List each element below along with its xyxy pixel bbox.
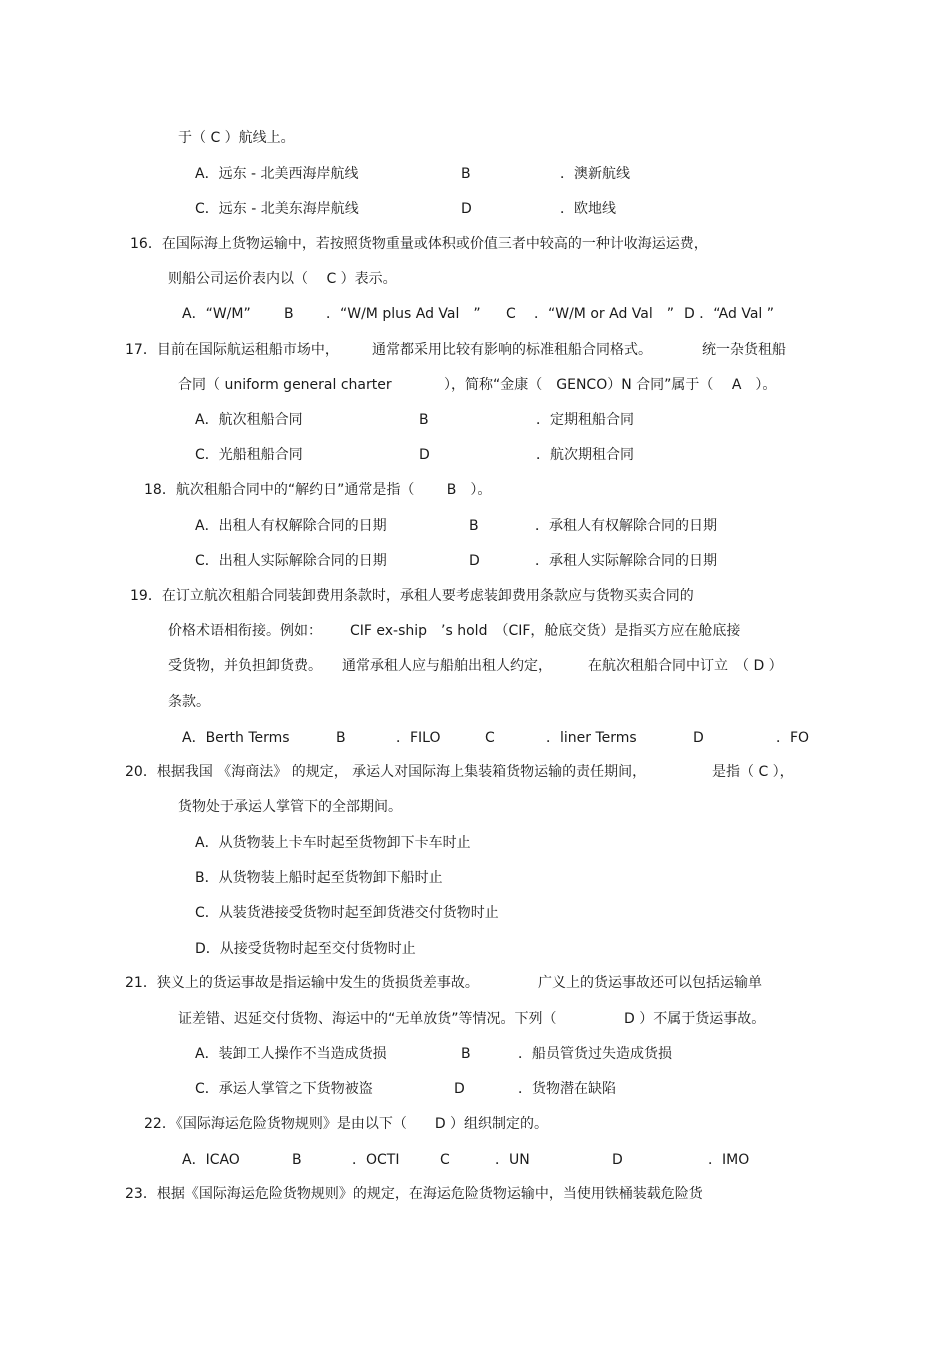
q19-option-c-letter: C (485, 730, 495, 746)
q21-option-b-text: ．船员管货过失造成货损 (518, 1046, 672, 1062)
q22-option-c-text: ．UN (495, 1152, 530, 1168)
q16-option-d: D ．“Ad Val ” (684, 306, 775, 322)
q17-option-c: C．光船租船合同 (195, 447, 303, 463)
q15-option-a: A．远东 - 北美西海岸航线 (195, 166, 359, 182)
q19-option-d-letter: D (693, 730, 704, 746)
q16-option-c-text: ．“W/M or Ad Val ” (534, 306, 674, 322)
q18-option-b-letter: B (469, 518, 479, 534)
q21-option-d-letter: D (454, 1081, 465, 1097)
q18-option-c: C．出租人实际解除合同的日期 (195, 553, 387, 569)
q19-stem-line3-b: 通常承租人应与船舶出租人约定， (342, 658, 552, 674)
q19-stem-line2-b: CIF ex-ship ’s hold （CIF，舱底交货）是指买方应在舱底接 (350, 623, 741, 639)
q17-option-a: A．航次租船合同 (195, 412, 303, 428)
q21-option-b-letter: B (461, 1046, 471, 1062)
q21-stem-line1-b: 广义上的货运事故还可以包括运输单 (538, 975, 762, 991)
q17-option-d-letter: D (419, 447, 430, 463)
q19-option-d-text: ．FO (776, 730, 810, 746)
q22-option-c-letter: C (440, 1152, 450, 1168)
q18-option-d-letter: D (469, 553, 480, 569)
q19-option-b-letter: B (336, 730, 346, 746)
q22-option-a: A．ICAO (182, 1152, 240, 1168)
q17-option-b-text: ．定期租船合同 (536, 412, 634, 428)
q16-option-c-letter: C (506, 306, 516, 322)
q23-stem-line1: 23．根据《国际海运危险货物规则》的规定，在海运危险货物运输中，当使用铁桶装载危险货 (125, 1186, 703, 1202)
q22-option-d-letter: D (612, 1152, 623, 1168)
q21-stem-line2-a: 证差错、迟延交付货物、海运中的“无单放货”等情况。下列（ (178, 1011, 557, 1027)
q17-option-b-letter: B (419, 412, 429, 428)
q22-option-b-letter: B (292, 1152, 302, 1168)
q17-stem-line1-b: 通常都采用比较有影响的标准租船合同格式。 (372, 342, 652, 358)
q19-option-c-text: ．liner Terms (546, 730, 637, 746)
q15-option-b-text: ．澳新航线 (560, 166, 630, 182)
q15-option-b-letter: B (461, 166, 471, 182)
q15-stem-continuation: 于（ C ）航线上。 (178, 130, 295, 146)
q19-option-a: A．Berth Terms (182, 730, 290, 746)
q16-stem-line2: 则船公司运价表内以（ C ）表示。 (168, 271, 397, 287)
q20-option-b: B．从货物装上船时起至货物卸下船时止 (195, 870, 443, 886)
q18-option-d-text: ．承租人实际解除合同的日期 (535, 553, 717, 569)
q17-stem-line2-b: ），简称“金康（ GENCO）N 合同”属于（ A ）。 (444, 377, 777, 393)
q16-option-b-letter: B (284, 306, 294, 322)
q17-stem-line1-c: 统一杂货租船 (702, 342, 786, 358)
q21-option-d-text: ．货物潜在缺陷 (518, 1081, 616, 1097)
q22-stem: 22．《国际海运危险货物规则》是由以下（ D ）组织制定的。 (144, 1116, 549, 1132)
q21-stem-line2-b: D ）不属于货运事故。 (624, 1011, 766, 1027)
q19-stem-line3-c: 在航次租船合同中订立 （ D ） (588, 658, 783, 674)
q20-stem-line1-a: 20．根据我国 《海商法》 的规定， 承运人对国际海上集装箱货物运输的责任期间， (125, 764, 647, 780)
q22-option-d-text: ．IMO (708, 1152, 750, 1168)
q19-stem-line2-a: 价格术语相衔接。例如： (168, 623, 322, 639)
q19-stem-line3-a: 受货物，并负担卸货费。 (168, 658, 322, 674)
q20-option-d: D．从接受货物时起至交付货物时止 (195, 941, 416, 957)
q17-stem-line2-a: 合同（ uniform general charter (178, 377, 392, 393)
q15-option-d-text: ．欧地线 (560, 201, 616, 217)
q18-option-b-text: ．承租人有权解除合同的日期 (535, 518, 717, 534)
q20-option-c: C．从装货港接受货物时起至卸货港交付货物时止 (195, 905, 499, 921)
q17-stem-line1-a: 17．目前在国际航运租船市场中， (125, 342, 339, 358)
q20-option-a: A．从货物装上卡车时起至货物卸下卡车时止 (195, 835, 471, 851)
q18-option-a: A．出租人有权解除合同的日期 (195, 518, 387, 534)
q19-stem-line4: 条款。 (168, 694, 210, 710)
q15-option-c: C．远东 - 北美东海岸航线 (195, 201, 359, 217)
q20-stem-line1-b: 是指（ C ）， (712, 764, 794, 780)
q15-option-d-letter: D (461, 201, 472, 217)
q18-stem: 18．航次租船合同中的“解约日”通常是指（ B ）。 (144, 482, 492, 498)
q19-option-b-text: ．FILO (396, 730, 441, 746)
q21-option-a: A．装卸工人操作不当造成货损 (195, 1046, 387, 1062)
q21-option-c: C．承运人掌管之下货物被盗 (195, 1081, 373, 1097)
q16-stem-line1: 16．在国际海上货物运输中，若按照货物重量或体积或价值三者中较高的一种计收海运运费， (130, 236, 708, 252)
q16-option-a: A．“W/M” (182, 306, 251, 322)
q20-stem-line2: 货物处于承运人掌管下的全部期间。 (178, 799, 402, 815)
q19-stem-line1: 19．在订立航次租船合同装卸费用条款时，承租人要考虑装卸费用条款应与货物买卖合同的 (130, 588, 694, 604)
q21-stem-line1-a: 21．狭义上的货运事故是指运输中发生的货损货差事故。 (125, 975, 479, 991)
q16-option-b-text: ．“W/M plus Ad Val ” (326, 306, 481, 322)
q17-option-d-text: ．航次期租合同 (536, 447, 634, 463)
q22-option-b-text: ．OCTI (352, 1152, 400, 1168)
